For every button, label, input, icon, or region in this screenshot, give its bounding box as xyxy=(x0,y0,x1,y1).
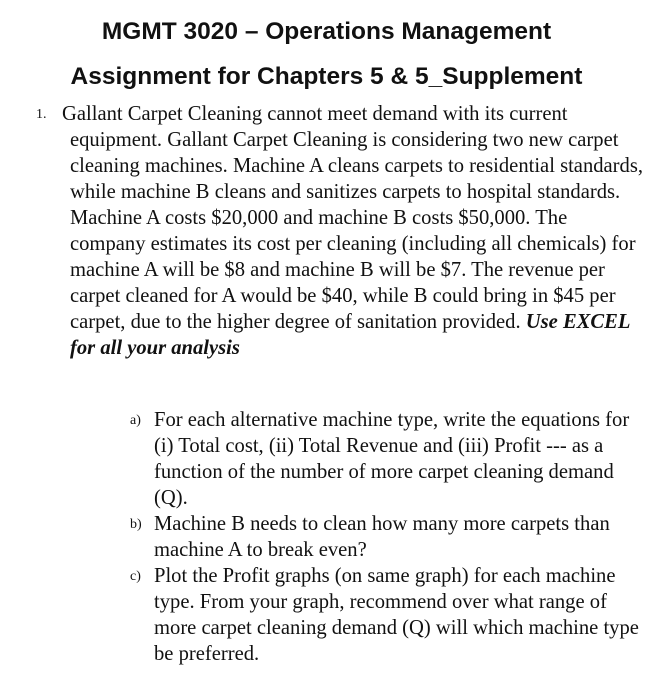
part-label: a) xyxy=(130,413,141,428)
question-text: Gallant Carpet Cleaning cannot meet demand with its current equipment. Gallant Carpet Cleaning is considering two new carpet cleaning machines. Machine A cleans carpets to residential standards, while machine B cleans and sanitizes carpets to hospital standards. Machine A costs $20,000 and machine B costs $50,000. The company estimates its cost per cleaning (including all chemicals) for machine A will be $8 and machine B will be $7. The revenue per carpet cleaned for A would be $40, while B could bring in $45 per carpet, due to the higher degree of sanitation provided. xyxy=(62,103,643,333)
course-title: MGMT 3020 – Operations Management xyxy=(101,18,552,45)
assignment-title: Assignment for Chapters 5 & 5_Supplement xyxy=(70,63,583,90)
question-number: 1. xyxy=(36,107,47,122)
part-b xyxy=(130,511,646,563)
part-label: c) xyxy=(130,569,141,584)
part-text: Plot the Profit graphs (on same graph) for each machine type. From your graph, recommend over what range of more carpet cleaning demand (Q) will which machine type be preferred. xyxy=(154,565,639,665)
question-emphasis: Use EXCEL for all your analysis xyxy=(70,311,630,359)
part-text: Machine B needs to clean how many more carpets than machine A to break even? xyxy=(154,513,610,561)
part-text: For each alternative machine type, write the equations for (i) Total cost, (ii) Total Revenue and (iii) Profit --- as a function of the number of more carpet cleaning demand (Q). xyxy=(154,409,630,509)
part-label: b) xyxy=(130,517,142,532)
part-c xyxy=(130,563,646,667)
part-a xyxy=(130,407,646,511)
question-body xyxy=(62,101,646,361)
question-parts xyxy=(130,407,646,667)
question-1 xyxy=(36,101,646,361)
